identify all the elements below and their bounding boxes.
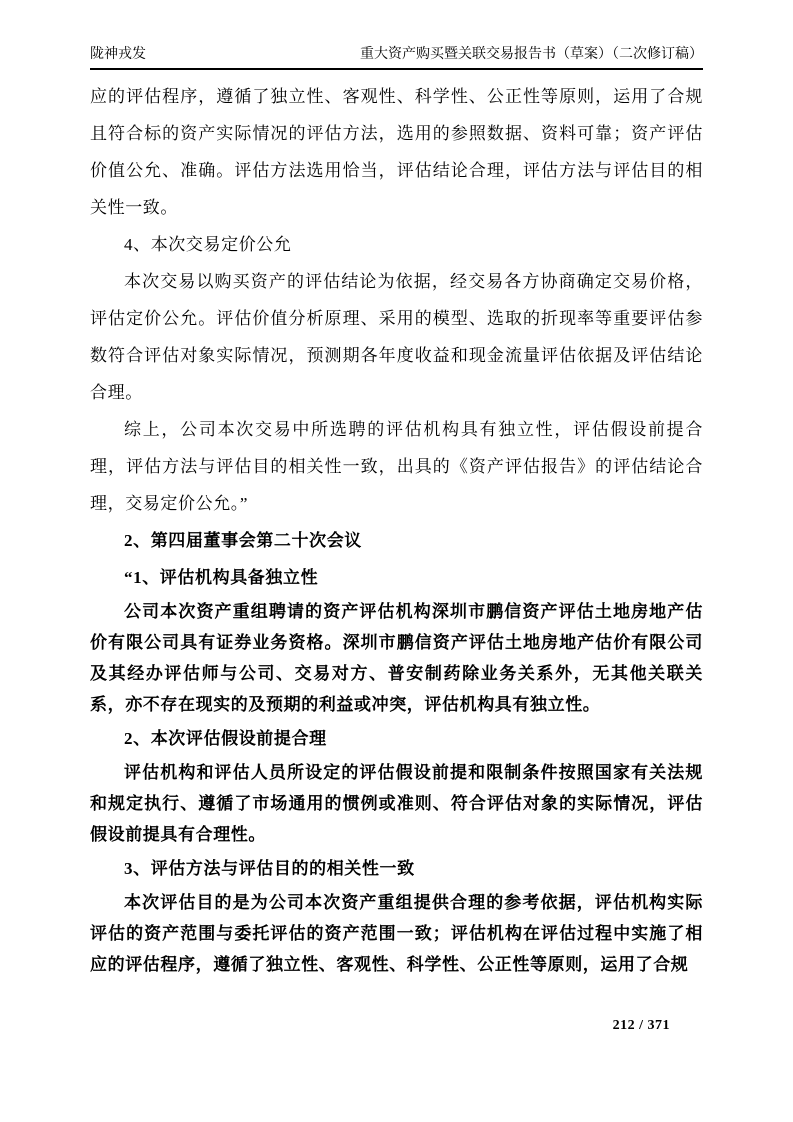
page-content [90,0,703,980]
paragraph: 公司本次资产重组聘请的资产评估机构深圳市鹏信资产评估土地房地产估价有限公司具有证券业务资格。深圳市鹏信资产评估土地房地产估价有限公司及其经办评估师与公司、交易对方、普安制药除业务关系外，无其他关联关系，亦不存在现实的及预期的利益或冲突，评估机构具有独立性。 [90,602,703,714]
section-heading: “1、评估机构具备独立性 [124,568,319,587]
section-heading: 3、评估方法与评估目的的相关性一致 [124,859,415,878]
section-heading: 4、本次交易定价公允 [124,235,292,254]
paragraph: 应的评估程序，遵循了独立性、客观性、科学性、公正性等原则，运用了合规且符合标的资产实际情况的评估方法，选用的参照数据、资料可靠；资产评估价值公允、准确。评估方法选用恰当，评估结论合理，评估方法与评估目的相关性一致。 [90,87,703,217]
paragraph: 综上，公司本次交易中所选聘的评估机构具有独立性，评估假设前提合理，评估方法与评估目的相关性一致，出具的《资产评估报告》的评估结论合理，交易定价公允。” [90,420,703,513]
page-header [90,0,703,70]
paragraph: 本次交易以购买资产的评估结论为依据，经交易各方协商确定交易价格，评估定价公允。评估价值分析原理、采用的模型、选取的折现率等重要评估参数符合评估对象实际情况，预测期各年度收益和现金流量评估依据及评估结论合理。 [90,272,703,402]
header-report-title: 重大资产购买暨关联交易报告书（草案）（二次修订稿） [360,47,703,62]
paragraph: 本次评估目的是为公司本次资产重组提供合理的参考依据，评估机构实际评估的资产范围与委托评估的资产范围一致；评估机构在评估过程中实施了相应的评估程序，遵循了独立性、客观性、科学性、公正性等原则，运用了合规 [90,893,703,974]
document-body [90,78,703,980]
header-company-name: 陇神戎发 [90,47,146,62]
section-heading: 2、本次评估假设前提合理 [124,729,327,748]
section-heading: 2、第四届董事会第二十次会议 [124,531,362,550]
page-number: 212 / 371 [612,1018,670,1033]
paragraph: 评估机构和评估人员所设定的评估假设前提和限制条件按照国家有关法规和规定执行、遵循了市场通用的惯例或准则、符合评估对象的实际情况，评估假设前提具有合理性。 [90,763,703,844]
